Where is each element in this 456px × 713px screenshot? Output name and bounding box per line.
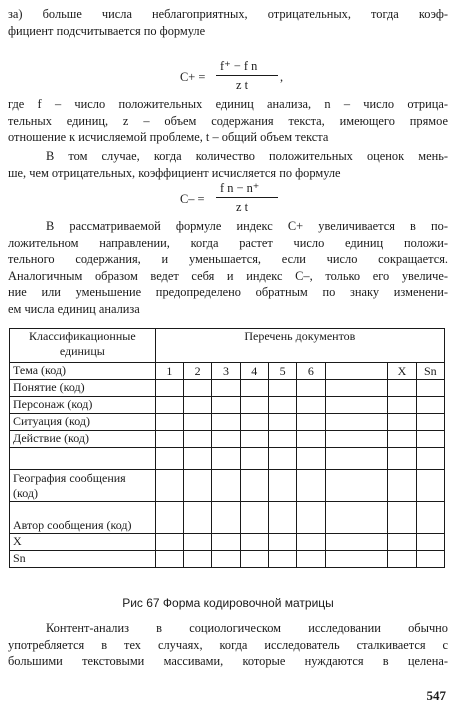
matrix-cell xyxy=(268,380,296,397)
matrix-row xyxy=(10,431,445,448)
matrix-row xyxy=(10,414,445,431)
fraction-bar xyxy=(216,197,278,198)
paragraph-3 xyxy=(8,148,448,181)
row-label: X xyxy=(10,534,156,551)
matrix-cell xyxy=(416,448,444,470)
row-label: Действие (код) xyxy=(10,431,156,448)
matrix-row xyxy=(10,534,445,551)
coding-matrix-table xyxy=(9,328,445,568)
matrix-cell xyxy=(325,431,388,448)
figure-caption: Рис 67 Форма кодировочной матрицы xyxy=(122,596,334,610)
text-line: употребляется в тех случаях, когда исследователь сталкивается с xyxy=(8,637,448,652)
matrix-cell xyxy=(297,470,325,502)
formula-denominator: z t xyxy=(236,200,249,214)
matrix-cell xyxy=(297,448,325,470)
matrix-cell xyxy=(297,380,325,397)
text-line: за) больше числа неблагоприятных, отрицательных, тогда коэф- xyxy=(8,7,448,21)
matrix-cell xyxy=(212,502,240,534)
matrix-cell xyxy=(240,470,268,502)
matrix-cell xyxy=(388,414,416,431)
paragraph-5 xyxy=(8,620,448,670)
matrix-cell xyxy=(325,534,388,551)
column-header xyxy=(325,363,388,380)
matrix-cell xyxy=(212,397,240,414)
matrix-cell xyxy=(183,502,211,534)
text-line: тельных единиц, z – объем содержания текста, имеющего прямое xyxy=(8,113,448,128)
matrix-cell xyxy=(183,448,211,470)
matrix-cell xyxy=(388,380,416,397)
matrix-cell xyxy=(240,551,268,568)
matrix-cell xyxy=(268,551,296,568)
matrix-cell xyxy=(416,414,444,431)
matrix-cell xyxy=(297,534,325,551)
row-label: Ситуация (код) xyxy=(10,414,156,431)
column-header: Sn xyxy=(416,363,444,380)
matrix-cell xyxy=(212,431,240,448)
theme-label: Тема (код) xyxy=(10,363,156,380)
matrix-cell xyxy=(297,551,325,568)
column-header: 6 xyxy=(297,363,325,380)
row-label: География сообщения (код) xyxy=(10,470,156,502)
row-label: Персонаж (код) xyxy=(10,397,156,414)
matrix-cell xyxy=(325,502,388,534)
matrix-cell xyxy=(416,502,444,534)
matrix-cell xyxy=(388,448,416,470)
text-line: большими текстовыми массивами, которые нуждаются в целена- xyxy=(8,654,448,669)
matrix-cell xyxy=(183,414,211,431)
matrix-cell xyxy=(155,470,183,502)
matrix-cell xyxy=(297,414,325,431)
matrix-cell xyxy=(325,397,388,414)
column-header: 3 xyxy=(212,363,240,380)
text-line: ше, чем отрицательных, коэффициент исчисляется по формуле xyxy=(8,165,341,180)
matrix-cell xyxy=(212,448,240,470)
fraction-bar xyxy=(216,75,278,76)
row-label xyxy=(10,448,156,470)
matrix-row xyxy=(10,380,445,397)
matrix-cell xyxy=(297,431,325,448)
matrix-cell xyxy=(240,414,268,431)
formula-numerator: f⁺ − f n xyxy=(220,59,258,73)
text-line: тельного содержания, и уменьшается, если число сокращается. xyxy=(8,252,448,267)
matrix-cell xyxy=(240,380,268,397)
row-label: Автор сообщения (код) xyxy=(10,502,156,534)
matrix-cell xyxy=(183,470,211,502)
matrix-cell xyxy=(268,448,296,470)
corner-header: Классификационные единицы xyxy=(10,329,156,363)
matrix-cell xyxy=(268,431,296,448)
row-label: Sn xyxy=(10,551,156,568)
matrix-cell xyxy=(388,551,416,568)
matrix-cell xyxy=(240,534,268,551)
matrix-cell xyxy=(155,380,183,397)
column-header: 4 xyxy=(240,363,268,380)
matrix-cell xyxy=(416,380,444,397)
paragraph-2 xyxy=(8,96,448,146)
column-header: 2 xyxy=(183,363,211,380)
matrix-cell xyxy=(325,470,388,502)
matrix-cell xyxy=(240,448,268,470)
matrix-row xyxy=(10,448,445,470)
paragraph-1 xyxy=(8,6,448,39)
matrix-body xyxy=(10,380,445,568)
page-number: 547 xyxy=(426,688,446,703)
matrix-cell xyxy=(416,470,444,502)
matrix-cell xyxy=(388,502,416,534)
matrix-cell xyxy=(268,534,296,551)
matrix-cell xyxy=(212,380,240,397)
matrix-cell xyxy=(212,470,240,502)
matrix-cell xyxy=(268,502,296,534)
matrix-row xyxy=(10,551,445,568)
text-line: ем числа единиц анализа xyxy=(8,301,140,316)
text-line: ние или уменьшение предопределено обратным по знаку изменени- xyxy=(8,285,448,300)
column-header: X xyxy=(388,363,416,380)
matrix-cell xyxy=(325,551,388,568)
matrix-cell xyxy=(416,534,444,551)
matrix-cell xyxy=(212,534,240,551)
matrix-cell xyxy=(388,397,416,414)
text-line: Аналогичным образом ведет себя и индекс C–, только его увеличе- xyxy=(8,268,448,283)
matrix-cell xyxy=(416,431,444,448)
text-line: отношение к исчисляемой проблеме, t – общий объем текста xyxy=(8,130,329,145)
paragraph-4 xyxy=(8,218,448,318)
matrix-row xyxy=(10,502,445,534)
formula-c-minus xyxy=(180,180,300,216)
matrix-cell xyxy=(240,431,268,448)
column-header: 5 xyxy=(268,363,296,380)
matrix-cell xyxy=(416,397,444,414)
matrix-cell xyxy=(212,551,240,568)
matrix-cell xyxy=(388,431,416,448)
matrix-cell xyxy=(183,380,211,397)
formula-denominator: z t xyxy=(236,78,249,92)
formula-lhs: C– = xyxy=(180,192,205,206)
matrix-row xyxy=(10,397,445,414)
matrix-cell xyxy=(325,380,388,397)
matrix-cell xyxy=(183,397,211,414)
matrix-cell xyxy=(155,534,183,551)
matrix-cell xyxy=(155,448,183,470)
formula-lhs: C+ = xyxy=(180,70,206,84)
matrix-cell xyxy=(155,551,183,568)
text-line: где f – число положительных единиц анализа, n – число отрица- xyxy=(8,97,448,111)
matrix-cell xyxy=(325,448,388,470)
matrix-cell xyxy=(240,397,268,414)
matrix-cell xyxy=(297,502,325,534)
text-line: В том случае, когда количество положительных оценок мень- xyxy=(46,149,448,163)
text-line: В рассматриваемой формуле индекс C+ увеличивается в по- xyxy=(46,219,448,233)
formula-tail: , xyxy=(280,70,284,84)
matrix-cell xyxy=(183,551,211,568)
matrix-cell xyxy=(155,397,183,414)
matrix-cell xyxy=(268,470,296,502)
matrix-row xyxy=(10,470,445,502)
matrix-cell xyxy=(268,397,296,414)
column-header: 1 xyxy=(155,363,183,380)
matrix-cell xyxy=(240,502,268,534)
text-line: Контент-анализ в социологическом исследовании обычно xyxy=(46,621,448,635)
text-line: ложительном направлении, когда растет число единиц положи- xyxy=(8,235,448,250)
matrix-cell xyxy=(155,502,183,534)
documents-header: Перечень документов xyxy=(155,329,444,363)
matrix-cell xyxy=(183,534,211,551)
matrix-cell xyxy=(268,414,296,431)
matrix-cell xyxy=(388,534,416,551)
matrix-cell xyxy=(297,397,325,414)
text-line: фициент подсчитывается по формуле xyxy=(8,23,206,38)
formula-numerator: f n − n⁺ xyxy=(220,181,260,195)
matrix-cell xyxy=(416,551,444,568)
matrix-cell xyxy=(155,414,183,431)
matrix-cell xyxy=(388,470,416,502)
matrix-cell xyxy=(155,431,183,448)
matrix-cell xyxy=(183,431,211,448)
matrix-cell xyxy=(325,414,388,431)
formula-c-plus xyxy=(180,58,300,94)
matrix-cell xyxy=(212,414,240,431)
row-label: Понятие (код) xyxy=(10,380,156,397)
